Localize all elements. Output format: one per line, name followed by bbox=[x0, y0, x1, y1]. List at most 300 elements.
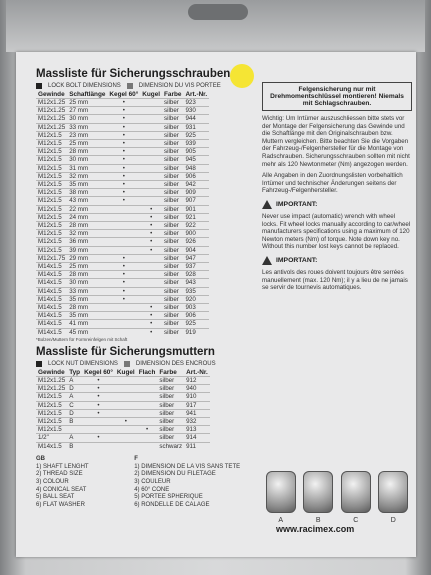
table-cell: • bbox=[107, 131, 140, 139]
table-cell: • bbox=[140, 205, 162, 213]
table-cell: M14x1.5 bbox=[36, 304, 67, 312]
warning-icon bbox=[262, 200, 272, 209]
table-cell bbox=[137, 409, 158, 417]
table-cell: M12x1.5 bbox=[36, 238, 67, 246]
table-cell: 900 bbox=[183, 230, 209, 238]
table-cell: M12x1.5 bbox=[36, 205, 67, 213]
table-cell: M12x1.5 bbox=[36, 230, 67, 238]
legend-en: LOCK NUT DIMENSIONS bbox=[48, 360, 118, 367]
table-cell: M12x1.25 bbox=[38, 99, 66, 106]
table-row bbox=[36, 189, 209, 197]
lock-nut-label: B bbox=[315, 517, 321, 524]
table-cell: 904 bbox=[183, 246, 209, 254]
table-cell: 932 bbox=[184, 417, 210, 425]
table-row bbox=[36, 238, 209, 246]
table-cell: 29 mm bbox=[67, 254, 107, 262]
table-cell: 45 mm bbox=[67, 328, 107, 336]
table-cell: • bbox=[140, 246, 162, 254]
table-row bbox=[36, 115, 209, 123]
table-cell bbox=[107, 246, 140, 254]
table-cell: • bbox=[107, 271, 140, 279]
table-cell: 28 mm bbox=[67, 222, 107, 230]
table-cell bbox=[107, 213, 140, 221]
table-cell bbox=[140, 172, 162, 180]
table-cell: • bbox=[107, 148, 140, 156]
table-cell: M12x1.75 bbox=[38, 254, 66, 262]
table-cell: 925 bbox=[183, 131, 209, 139]
table-cell: • bbox=[140, 222, 162, 230]
table-row bbox=[36, 99, 209, 107]
table-cell: silber bbox=[162, 115, 183, 123]
table-row bbox=[36, 181, 209, 189]
table-cell: 22 mm bbox=[67, 205, 107, 213]
uk-flag-icon bbox=[36, 361, 42, 367]
table-cell bbox=[137, 385, 158, 393]
table-cell: • bbox=[137, 426, 158, 434]
table-cell: 903 bbox=[183, 304, 209, 312]
table-cell bbox=[140, 164, 162, 172]
table-cell: • bbox=[107, 254, 140, 262]
table-row bbox=[36, 140, 209, 148]
table-cell: M12x1.5 bbox=[36, 164, 67, 172]
table-cell: 919 bbox=[183, 328, 209, 336]
table-cell: • bbox=[140, 320, 162, 328]
table-cell: • bbox=[107, 279, 140, 287]
table-row bbox=[36, 205, 209, 213]
table-row bbox=[36, 246, 209, 254]
lock-nut-d bbox=[378, 471, 408, 524]
table-cell: schwarz bbox=[159, 442, 183, 450]
table-cell: 914 bbox=[184, 434, 210, 442]
table-cell: 32 mm bbox=[67, 172, 107, 180]
table-cell: 28 mm bbox=[67, 271, 107, 279]
table-cell bbox=[107, 312, 140, 320]
left-column bbox=[24, 64, 252, 509]
table-cell bbox=[107, 304, 140, 312]
table-cell: silber bbox=[162, 304, 183, 312]
table-cell: M12x1.25 bbox=[38, 385, 66, 393]
key-legend bbox=[36, 456, 252, 510]
table-cell: M12x1.5 bbox=[36, 393, 67, 401]
nuts-header: Typ bbox=[69, 368, 81, 376]
table-cell bbox=[140, 140, 162, 148]
right-column bbox=[262, 82, 412, 292]
table-cell: silber bbox=[157, 409, 184, 417]
table-cell: • bbox=[107, 287, 140, 295]
table-cell bbox=[140, 197, 162, 205]
warning-icon bbox=[262, 256, 272, 265]
table-cell: B bbox=[67, 442, 82, 450]
lock-nut-icon bbox=[303, 471, 333, 513]
table-cell bbox=[115, 376, 137, 384]
table-row bbox=[36, 295, 209, 303]
key-item: 5) BALL SEAT bbox=[36, 494, 75, 501]
bolts-header: Kegel 60° bbox=[109, 91, 139, 98]
table-cell bbox=[140, 254, 162, 262]
table-cell: M12x1.25 bbox=[38, 123, 66, 131]
table-cell: 35 mm bbox=[67, 181, 107, 189]
table-row bbox=[36, 401, 210, 409]
table-cell: • bbox=[140, 230, 162, 238]
german-text: Wichtig: Um Irrtümer auszuschliessen bitte stets vor der Montage der Felgensicherung das Gewinde und die Schaftlänge mit den Originalschrauben bzw. Muttern vergleichen. Bitte beachten Sie die Vorgaben der Fahrzeug-/Felgenhersteller für die Montage von Radschrauben. Sicherungsschrauben sollten mit nicht mehr als 120 Newtonmeter (Nm) angezogen werden. bbox=[262, 115, 410, 168]
table-cell: silber bbox=[162, 246, 183, 254]
table-cell: silber bbox=[162, 295, 183, 303]
table-cell: silber bbox=[162, 287, 183, 295]
table-cell: 940 bbox=[184, 385, 210, 393]
table-cell: 920 bbox=[183, 295, 209, 303]
table-cell: silber bbox=[157, 393, 184, 401]
table-cell: silber bbox=[162, 131, 183, 139]
table-row bbox=[36, 279, 209, 287]
key-f bbox=[134, 456, 252, 510]
table-cell: 913 bbox=[184, 426, 210, 434]
table-cell: D bbox=[67, 409, 82, 417]
table-cell: • bbox=[82, 393, 115, 401]
table-cell: silber bbox=[157, 417, 184, 425]
table-cell: 25 mm bbox=[67, 263, 107, 271]
table-row bbox=[36, 230, 209, 238]
table-cell bbox=[140, 123, 162, 131]
lock-nut-icon bbox=[341, 471, 371, 513]
table-cell: M14x1.5 bbox=[36, 328, 67, 336]
table-cell: 923 bbox=[183, 99, 209, 107]
table-cell: • bbox=[140, 213, 162, 221]
table-cell: silber bbox=[162, 230, 183, 238]
key-item: 3) COULEUR bbox=[134, 478, 171, 485]
table-cell: 917 bbox=[184, 401, 210, 409]
key-item: 1) SHAFT LENGHT bbox=[36, 463, 89, 470]
table-row bbox=[36, 131, 209, 139]
table-cell bbox=[140, 189, 162, 197]
nuts-title: Massliste für Sicherungsmuttern bbox=[36, 345, 215, 358]
table-cell: silber bbox=[162, 263, 183, 271]
table-cell bbox=[115, 385, 137, 393]
bolts-header: Gewinde bbox=[38, 91, 65, 98]
table-row bbox=[36, 156, 209, 164]
legend-fr: DIMENSION DU VIS PORTEE bbox=[138, 83, 221, 89]
table-cell: M14x1.5 bbox=[36, 271, 67, 279]
table-cell: silber bbox=[162, 279, 183, 287]
table-cell bbox=[107, 320, 140, 328]
table-row bbox=[36, 172, 209, 180]
bolts-title: Massliste für Sicherungsschrauben bbox=[36, 68, 231, 80]
table-cell: 907 bbox=[183, 197, 209, 205]
table-cell bbox=[115, 409, 137, 417]
table-cell: 925 bbox=[183, 320, 209, 328]
table-cell: M12x1.5 bbox=[36, 222, 67, 230]
table-cell bbox=[140, 99, 162, 107]
bolts-legend bbox=[36, 83, 252, 89]
table-cell: silber bbox=[162, 271, 183, 279]
table-cell: 28 mm bbox=[67, 148, 107, 156]
table-cell: • bbox=[82, 434, 115, 442]
table-cell: • bbox=[107, 295, 140, 303]
important-fr bbox=[262, 256, 412, 265]
nuts-header: Gewinde bbox=[38, 368, 65, 376]
table-cell: silber bbox=[162, 189, 183, 197]
french-text: Les antivols des roues doivent toujours être serrées manuellement (max. 120 Nm); il y a lieu de ne jamais se servir de tournevis automatiques. bbox=[262, 268, 408, 292]
table-cell: M12x1.25 bbox=[38, 107, 66, 115]
lock-nut-label: C bbox=[353, 517, 359, 524]
german-text-2: Alle Angaben in den Zuordnungslisten vorbehaltlich Irrtümer und technischer Änderungen seitens der Fahrzeug-/Felgenhersteller. bbox=[262, 172, 403, 195]
table-cell: • bbox=[82, 385, 115, 393]
table-cell: 910 bbox=[184, 393, 210, 401]
table-cell: 25 mm bbox=[67, 99, 107, 107]
table-cell: silber bbox=[162, 312, 183, 320]
table-cell: silber bbox=[162, 140, 183, 148]
table-cell: silber bbox=[162, 148, 183, 156]
table-cell bbox=[137, 442, 158, 450]
table-row bbox=[36, 393, 210, 401]
torque-warning-box: Felgensicherung nur mit Drehmomentschlüssel montieren! Niemals mit Schlagschrauben. bbox=[262, 82, 412, 111]
lock-nut-icon bbox=[266, 471, 296, 513]
table-cell bbox=[107, 205, 140, 213]
table-cell bbox=[115, 442, 137, 450]
table-cell bbox=[67, 426, 82, 434]
table-cell: 935 bbox=[183, 287, 209, 295]
table-cell: 24 mm bbox=[67, 213, 107, 221]
table-cell: silber bbox=[162, 107, 183, 115]
key-f-label: F bbox=[134, 455, 138, 462]
bolts-footnote: *Bolzen/Muttern für Formreinfelgen mit Schaft bbox=[36, 336, 128, 342]
lock-nut-a bbox=[266, 471, 296, 524]
table-cell: D bbox=[67, 385, 82, 393]
table-cell bbox=[140, 279, 162, 287]
table-cell: silber bbox=[157, 385, 184, 393]
table-row bbox=[36, 328, 209, 336]
key-item: 5) PORTEE SPHERIQUE bbox=[134, 494, 203, 501]
table-cell: M12x1.5 bbox=[36, 213, 67, 221]
table-cell: 906 bbox=[183, 172, 209, 180]
table-cell: M12x1.5 bbox=[36, 197, 67, 205]
lock-nut-label: A bbox=[278, 517, 284, 524]
bolts-header: Art.-Nr. bbox=[185, 91, 208, 98]
key-gb bbox=[36, 456, 134, 510]
lock-nut-label: D bbox=[390, 517, 396, 524]
important-fr-label: IMPORTANT: bbox=[276, 256, 318, 264]
table-cell bbox=[140, 263, 162, 271]
table-cell: C bbox=[67, 401, 82, 409]
table-cell bbox=[115, 434, 137, 442]
table-cell: 30 mm bbox=[67, 279, 107, 287]
table-cell: 35 mm bbox=[67, 312, 107, 320]
table-cell: • bbox=[107, 99, 140, 107]
table-cell: silber bbox=[162, 164, 183, 172]
table-cell: • bbox=[107, 107, 140, 115]
nuts-header: Art.-Nr. bbox=[186, 368, 208, 376]
table-cell: silber bbox=[157, 434, 184, 442]
table-cell: 928 bbox=[183, 271, 209, 279]
table-cell bbox=[140, 131, 162, 139]
table-cell: • bbox=[107, 172, 140, 180]
key-item: 4) 60° CONE bbox=[134, 486, 170, 493]
table-cell bbox=[137, 401, 158, 409]
table-cell: M12x1.25 bbox=[38, 376, 66, 384]
table-cell: silber bbox=[162, 254, 183, 262]
table-cell bbox=[107, 328, 140, 336]
table-cell: 27 mm bbox=[67, 107, 107, 115]
key-gb-label: GB bbox=[36, 455, 45, 462]
table-cell: M12x1.5 bbox=[36, 148, 67, 156]
table-cell bbox=[82, 417, 115, 425]
table-cell: 25 mm bbox=[67, 140, 107, 148]
table-cell: • bbox=[82, 401, 115, 409]
table-cell: 942 bbox=[183, 181, 209, 189]
lock-nut-c bbox=[341, 471, 371, 524]
table-cell: silber bbox=[162, 123, 183, 131]
important-en-label: IMPORTANT: bbox=[276, 200, 318, 208]
table-cell: • bbox=[107, 181, 140, 189]
english-text: Never use impact (automatic) wrench with wheel locks. Fit wheel locks manually according to car/wheel manufacturers specifications using a maximum of 120 Newton meters (Nm) of torque. Note down key no. Without this number lost keys cannot be replaced. bbox=[262, 212, 411, 251]
table-cell: 931 bbox=[183, 123, 209, 131]
table-cell: M12x1.5 bbox=[36, 172, 67, 180]
table-cell: silber bbox=[157, 426, 184, 434]
table-cell bbox=[107, 222, 140, 230]
table-cell bbox=[140, 287, 162, 295]
table-row bbox=[36, 376, 210, 384]
table-cell: • bbox=[140, 328, 162, 336]
table-row bbox=[36, 442, 210, 450]
table-cell: 912 bbox=[184, 376, 210, 384]
table-cell: silber bbox=[162, 99, 183, 107]
table-row bbox=[36, 263, 209, 271]
table-cell bbox=[137, 434, 158, 442]
table-cell: A bbox=[67, 376, 82, 384]
table-cell: 32 mm bbox=[67, 230, 107, 238]
table-cell: • bbox=[140, 312, 162, 320]
table-row bbox=[36, 107, 209, 115]
table-cell bbox=[137, 393, 158, 401]
table-cell: M12x1.5 bbox=[36, 140, 67, 148]
table-cell: 33 mm bbox=[67, 123, 107, 131]
table-cell: • bbox=[107, 123, 140, 131]
hang-hole bbox=[188, 4, 248, 20]
table-cell: silber bbox=[162, 213, 183, 221]
legend-fr: DIMENSION DES ENCROUS bbox=[135, 360, 216, 367]
table-cell: M12x1.5 bbox=[36, 409, 67, 417]
table-cell bbox=[115, 426, 137, 434]
important-en bbox=[262, 200, 412, 209]
key-item: 3) COLOUR bbox=[36, 478, 69, 485]
legend-en: LOCK BOLT DIMENSIONS bbox=[48, 83, 121, 89]
instruction-card bbox=[16, 52, 416, 557]
table-cell bbox=[140, 148, 162, 156]
table-cell bbox=[140, 115, 162, 123]
lock-nut-icon bbox=[378, 471, 408, 513]
table-cell: 38 mm bbox=[67, 189, 107, 197]
table-cell: M12x1.5 bbox=[36, 156, 67, 164]
table-row bbox=[36, 222, 209, 230]
table-cell: M12x1.25 bbox=[38, 115, 66, 123]
table-cell: 31 mm bbox=[67, 164, 107, 172]
table-cell: 944 bbox=[183, 115, 209, 123]
nuts-header: Farbe bbox=[159, 368, 177, 376]
table-cell: 39 mm bbox=[67, 246, 107, 254]
nuts-legend bbox=[36, 361, 252, 367]
website-url: www.racimex.com bbox=[276, 524, 355, 534]
table-cell: 23 mm bbox=[67, 131, 107, 139]
table-row bbox=[36, 417, 210, 425]
key-item: 4) CONICAL SEAT bbox=[36, 486, 87, 493]
table-cell: M12x1.5 bbox=[36, 189, 67, 197]
table-cell: M14x1.5 bbox=[36, 263, 67, 271]
table-row bbox=[36, 312, 209, 320]
table-cell: • bbox=[140, 238, 162, 246]
table-cell: 909 bbox=[183, 189, 209, 197]
table-cell: 906 bbox=[183, 312, 209, 320]
bolts-header: Kugel bbox=[142, 91, 161, 98]
table-cell: silber bbox=[162, 156, 183, 164]
table-row bbox=[36, 213, 209, 221]
table-row bbox=[36, 148, 209, 156]
table-row bbox=[36, 304, 209, 312]
table-cell: silber bbox=[162, 205, 183, 213]
table-cell: • bbox=[140, 304, 162, 312]
table-cell: • bbox=[107, 164, 140, 172]
table-cell bbox=[140, 271, 162, 279]
table-cell: • bbox=[107, 115, 140, 123]
table-row bbox=[36, 123, 209, 131]
table-cell: A bbox=[67, 393, 82, 401]
bolts-table bbox=[36, 91, 209, 336]
table-cell: silber bbox=[162, 181, 183, 189]
table-cell: 948 bbox=[183, 164, 209, 172]
table-cell: 921 bbox=[183, 213, 209, 221]
table-cell: A bbox=[67, 434, 82, 442]
lock-nut-images bbox=[262, 444, 412, 524]
table-cell: silber bbox=[162, 238, 183, 246]
table-cell: 945 bbox=[183, 156, 209, 164]
table-cell: 937 bbox=[183, 263, 209, 271]
table-cell: M14x1.5 bbox=[36, 287, 67, 295]
table-cell: 947 bbox=[183, 254, 209, 262]
key-item: 6) RONDELLE DE CALAGE bbox=[134, 501, 210, 508]
table-cell bbox=[82, 426, 115, 434]
table-cell bbox=[115, 401, 137, 409]
key-item: 2) THREAD SIZE bbox=[36, 471, 83, 478]
table-row bbox=[36, 434, 210, 442]
table-cell bbox=[140, 107, 162, 115]
table-cell: 911 bbox=[184, 442, 210, 450]
table-cell: silber bbox=[162, 172, 183, 180]
table-cell: M12x1.5 bbox=[36, 131, 67, 139]
table-cell: 1/2" bbox=[36, 434, 67, 442]
uk-flag-icon bbox=[36, 83, 42, 89]
table-cell: silber bbox=[162, 197, 183, 205]
table-cell bbox=[140, 181, 162, 189]
nuts-header: Kegel 60° bbox=[84, 368, 113, 376]
table-cell: silber bbox=[157, 376, 184, 384]
table-cell: 43 mm bbox=[67, 197, 107, 205]
table-cell: M14x1.5 bbox=[36, 279, 67, 287]
table-cell bbox=[107, 238, 140, 246]
nuts-table bbox=[36, 369, 210, 450]
table-cell: 939 bbox=[183, 140, 209, 148]
table-cell: M14x1.5 bbox=[36, 295, 67, 303]
table-cell: M14x1.5 bbox=[36, 312, 67, 320]
table-cell: 941 bbox=[184, 409, 210, 417]
table-row bbox=[36, 271, 209, 279]
table-cell: 901 bbox=[183, 205, 209, 213]
table-cell: M14x1.5 bbox=[36, 442, 67, 450]
table-row bbox=[36, 197, 209, 205]
table-cell: 30 mm bbox=[67, 156, 107, 164]
table-cell bbox=[137, 376, 158, 384]
table-cell: 33 mm bbox=[67, 287, 107, 295]
table-row bbox=[36, 164, 209, 172]
table-cell: M12x1.5 bbox=[36, 401, 67, 409]
key-item: 6) FLAT WASHER bbox=[36, 501, 85, 508]
